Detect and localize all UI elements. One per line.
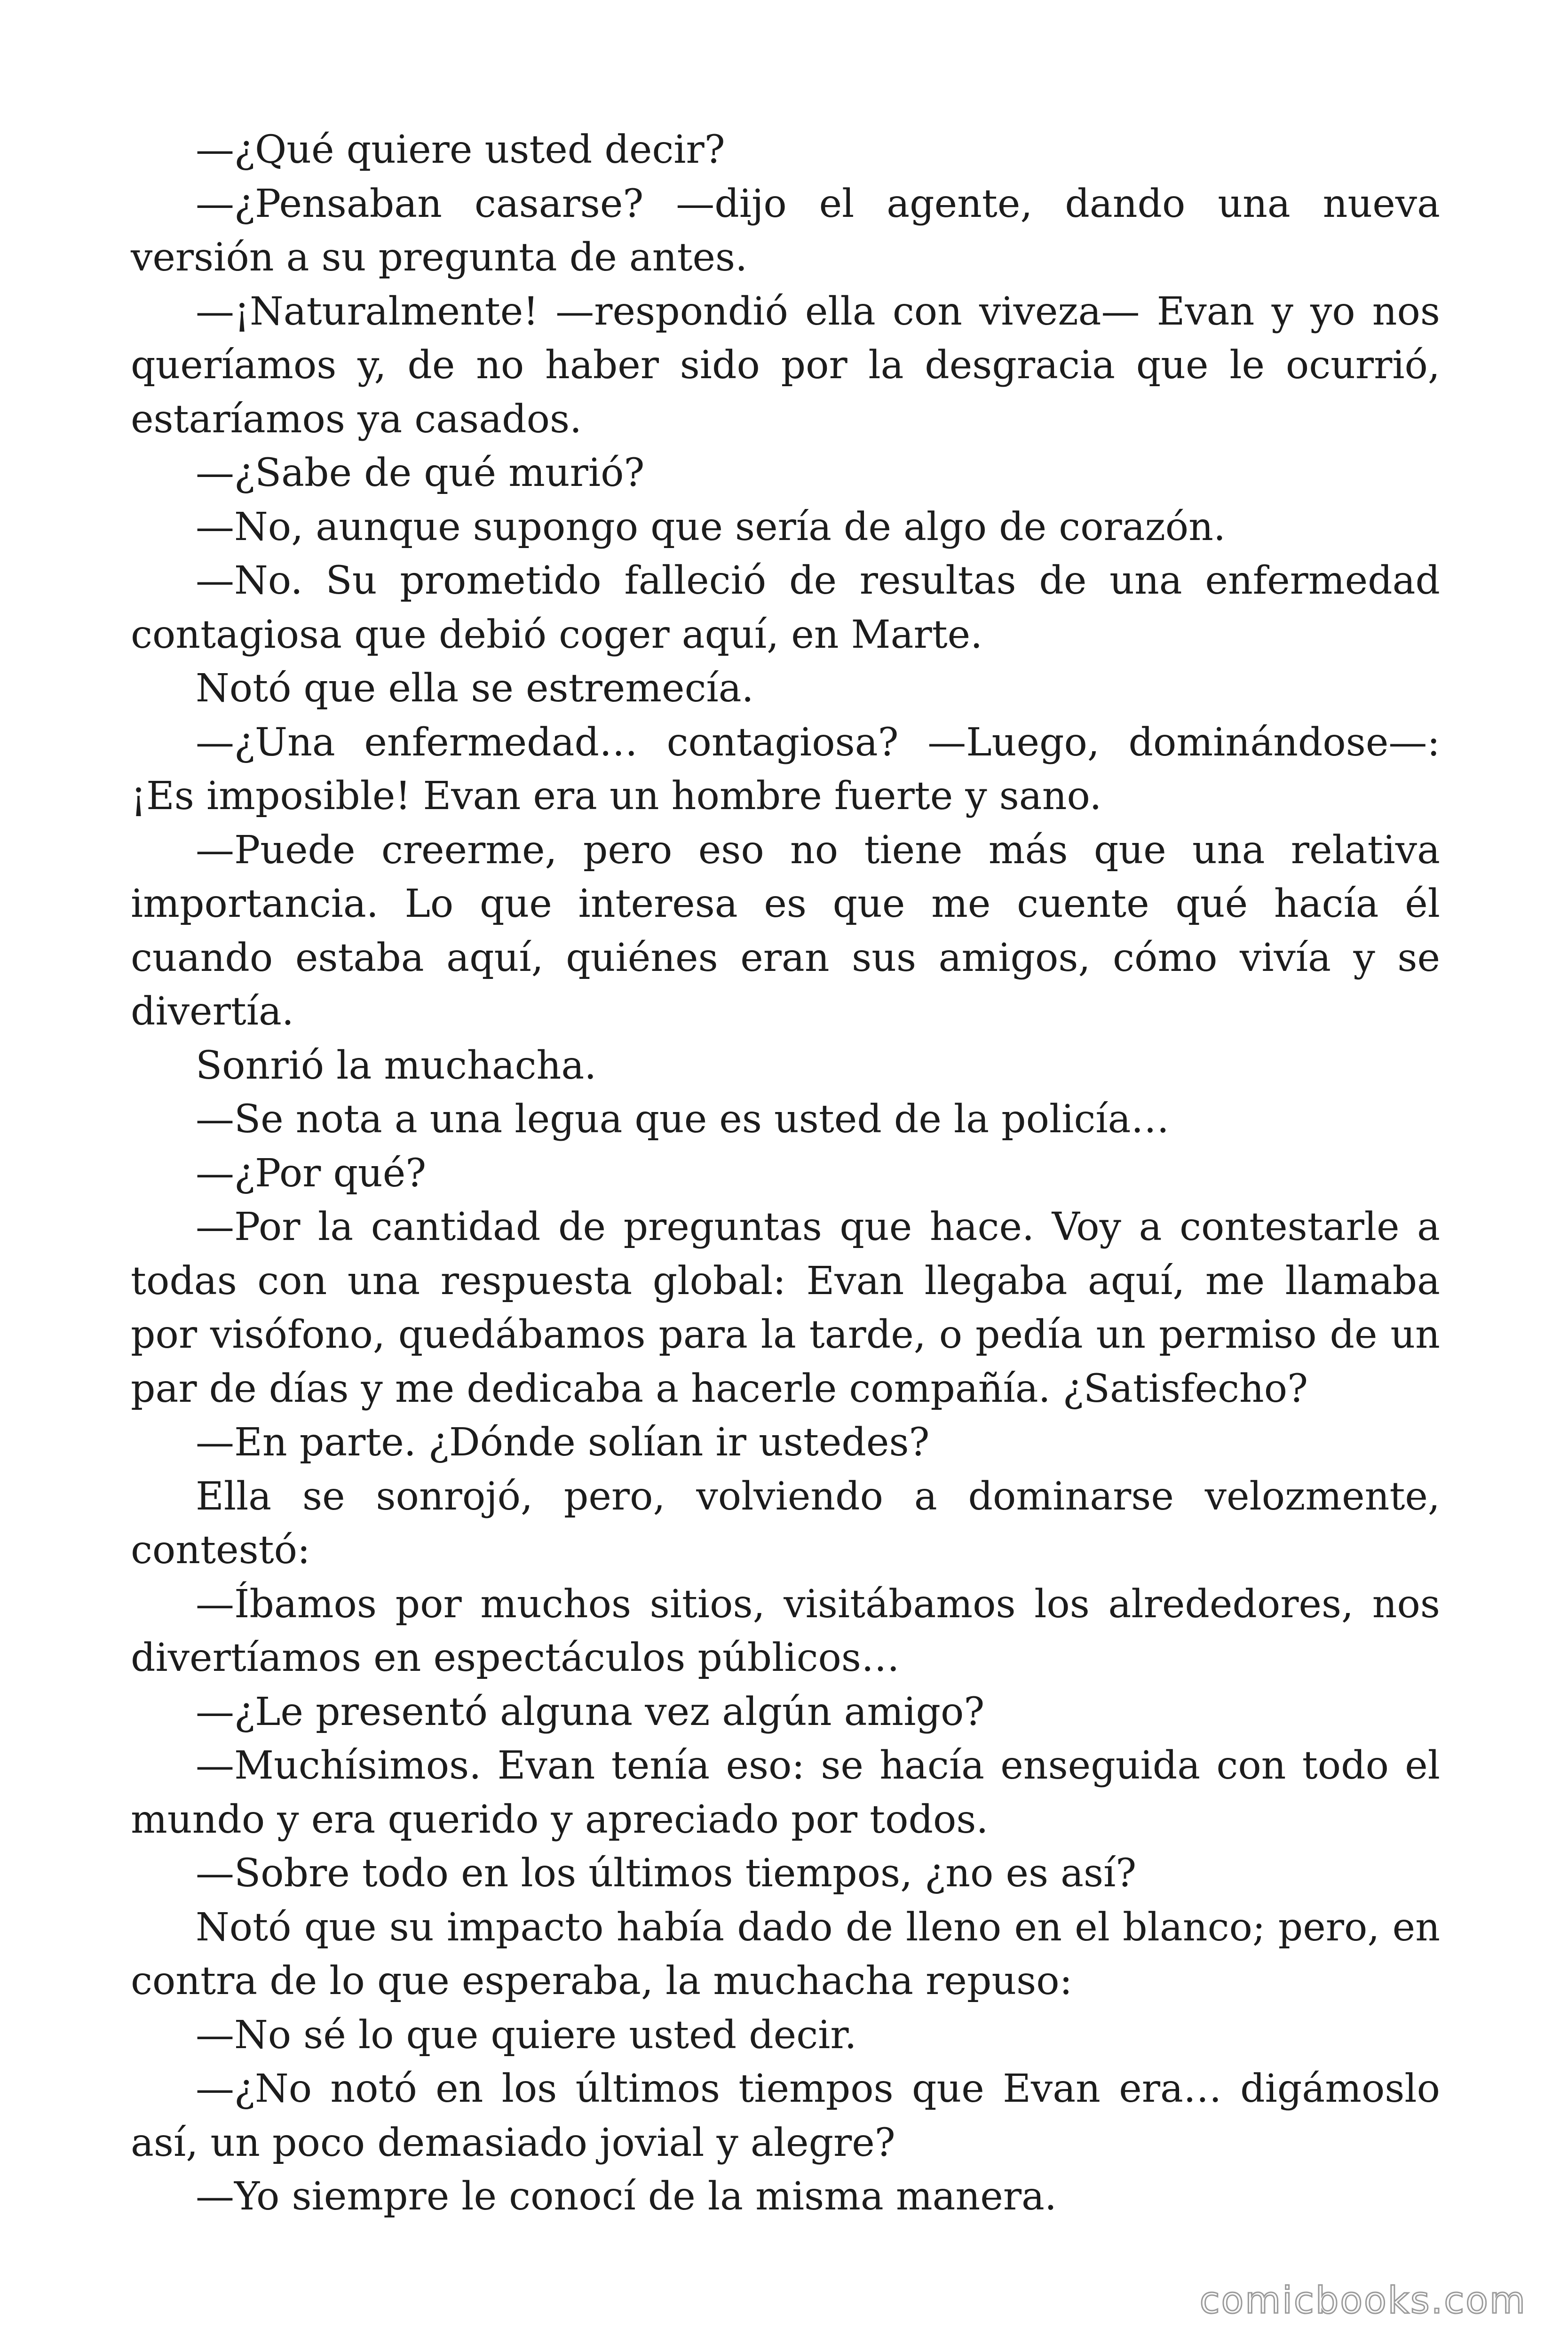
paragraph: Sonrió la muchacha. — [196, 1043, 597, 1088]
paragraph: —¿No notó en los últimos tiempos que Evan era… digámoslo así, un poco demasiado jovial y alegre? — [131, 2066, 1440, 2165]
paragraph: —¿Una enfermedad… contagiosa? —Luego, dominándose—: ¡Es imposible! Evan era un hombre fuerte y sano. — [131, 720, 1440, 818]
paragraph: —¿Pensaban casarse? —dijo el agente, dando una nueva versión a su pregunta de antes. — [131, 181, 1440, 280]
paragraph: —Íbamos por muchos sitios, visitábamos los alrededores, nos divertíamos en espectáculos públicos… — [131, 1581, 1440, 1680]
paragraph: —En parte. ¿Dónde solían ir ustedes? — [196, 1420, 930, 1465]
page-body — [131, 123, 1440, 2224]
paragraph: —¿Por qué? — [196, 1151, 427, 1196]
paragraph: —Sobre todo en los últimos tiempos, ¿no es así? — [196, 1851, 1137, 1896]
paragraph: Notó que ella se estremecía. — [196, 666, 754, 711]
paragraph: —Puede creerme, pero eso no tiene más que una relativa importancia. Lo que interesa es que me cuente qué hacía él cuando estaba aquí, quiénes eran sus amigos, cómo vivía y se divertía. — [131, 827, 1440, 1034]
paragraph: —¿Le presentó alguna vez algún amigo? — [196, 1689, 985, 1734]
paragraph: —¡Naturalmente! —respondió ella con viveza— Evan y yo nos queríamos y, de no haber sido por la desgracia que le ocurrió, estaríamos ya casados. — [131, 289, 1440, 442]
paragraph: —¿Qué quiere usted decir? — [196, 127, 725, 172]
watermark: comicbooks.com — [1199, 2280, 1527, 2322]
paragraph: —Yo siempre le conocí de la misma manera. — [196, 2174, 1057, 2219]
paragraph: —No sé lo que quiere usted decir. — [196, 2012, 857, 2058]
paragraph: —Muchísimos. Evan tenía eso: se hacía enseguida con todo el mundo y era querido y apreciado por todos. — [131, 1743, 1440, 1842]
paragraph: —No, aunque supongo que sería de algo de corazón. — [196, 504, 1226, 549]
paragraph: —¿Sabe de qué murió? — [196, 451, 645, 495]
paragraph: Notó que su impacto había dado de lleno en el blanco; pero, en contra de lo que esperaba, la muchacha repuso: — [131, 1905, 1440, 2003]
paragraph: —Por la cantidad de preguntas que hace. Voy a contestarle a todas con una respuesta global: Evan llegaba aquí, me llamaba por visófono, quedábamos para la tarde, o pedía un permiso de un par de días y me dedicaba a hacerle compañía. ¿Satisfecho? — [131, 1205, 1440, 1411]
paragraph: —Se nota a una legua que es usted de la policía… — [196, 1097, 1170, 1142]
paragraph: Ella se sonrojó, pero, volviendo a dominarse velozmente, contestó: — [131, 1474, 1440, 1573]
paragraph: —No. Su prometido falleció de resultas de una enfermedad contagiosa que debió coger aquí, en Marte. — [131, 558, 1440, 657]
